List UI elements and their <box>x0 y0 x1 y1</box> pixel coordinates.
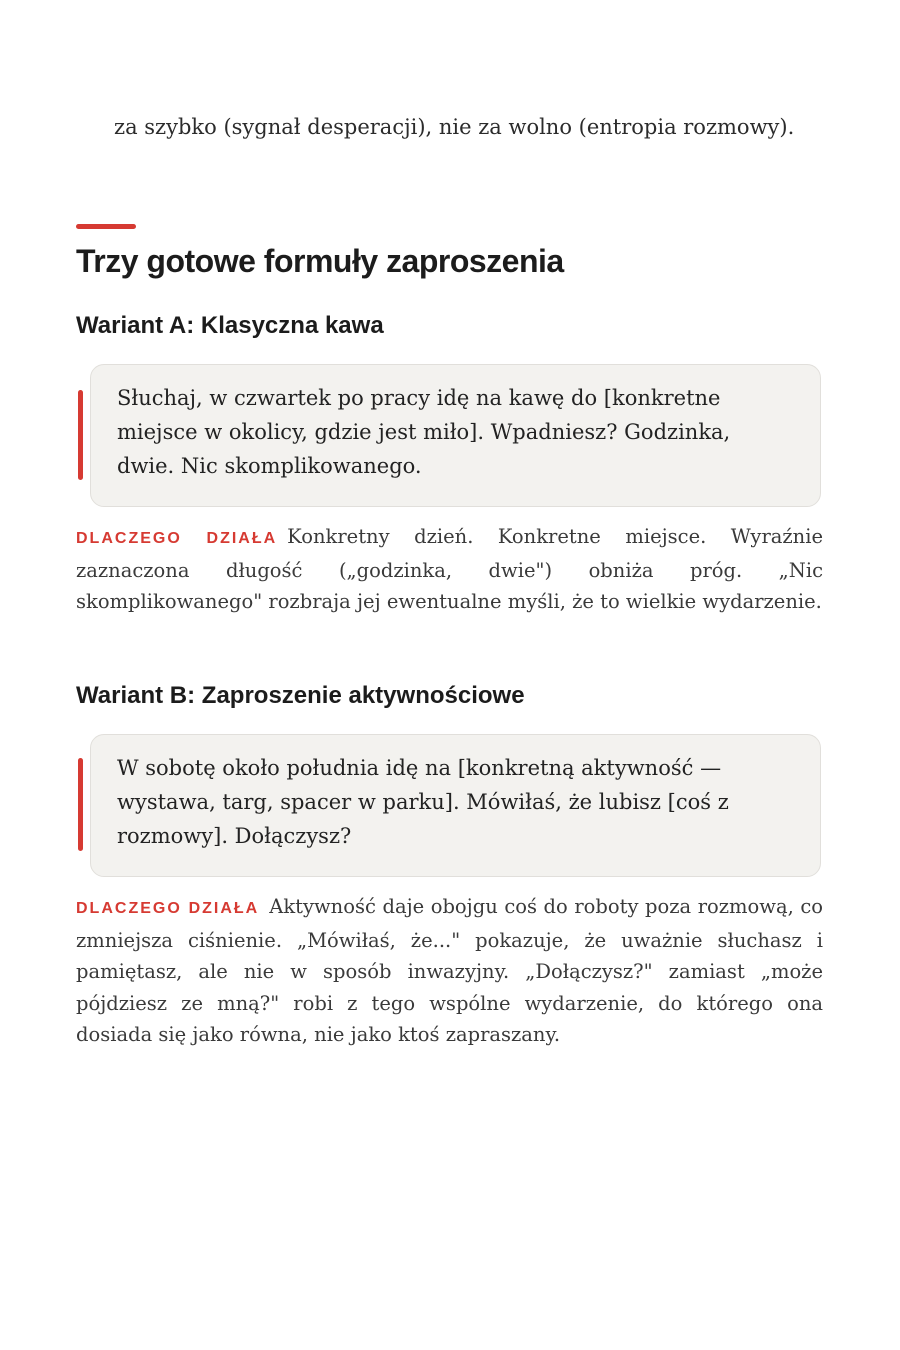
why-label: DLACZEGO DZIAŁA <box>76 530 278 547</box>
section-accent-bar <box>76 224 136 229</box>
intro-paragraph: za szybko (sygnał desperacji), nie za wolno (entropia rozmowy). <box>114 115 795 139</box>
quote-box <box>90 364 821 507</box>
why-text: Konkretny dzień. Konkretne miejsce. Wyraźnie zaznaczona długość („godzinka, dwie") obniża próg. „Nic skomplikowanego" rozbraja jej ewentualne myśli, że to wielkie wydarzenie. <box>76 525 823 613</box>
section-title: Trzy gotowe formuły zaproszenia <box>76 243 564 279</box>
variant-a-explanation <box>76 521 823 618</box>
variant-a-title: Wariant A: Klasyczna kawa <box>76 312 384 339</box>
variant-b-quote <box>76 734 823 877</box>
variant-a-quote <box>76 364 823 507</box>
why-label: DLACZEGO DZIAŁA <box>76 900 260 917</box>
quote-text: Słuchaj, w czwartek po pracy idę na kawę do [konkretne miejsce w okolicy, gdzie jest miło]. Wpadniesz? Godzinka, dwie. Nic skomplikowanego. <box>117 386 731 478</box>
quote-text: W sobotę około południa idę na [konkretną aktywność — wystawa, targ, spacer w parku]. Mówiłaś, że lubisz [coś z rozmowy]. Dołączysz? <box>117 756 729 848</box>
why-text: Aktywność daje obojgu coś do roboty poza rozmową, co zmniejsza ciśnienie. „Mówiłaś, że..." pokazuje, że uważnie słuchasz i pamiętasz, ale nie w sposób inwazyjny. „Dołączysz?" zamiast „może pójdziesz ze mną?" robi z tego wspólne wydarzenie, do którego ona dosiada się jako równa, nie jako ktoś zapraszany. <box>76 895 823 1046</box>
quote-accent-line <box>78 758 83 851</box>
quote-box <box>90 734 821 877</box>
quote-accent-line <box>78 390 83 480</box>
variant-b-title: Wariant B: Zaproszenie aktywnościowe <box>76 682 525 709</box>
variant-b-explanation <box>76 891 823 1051</box>
